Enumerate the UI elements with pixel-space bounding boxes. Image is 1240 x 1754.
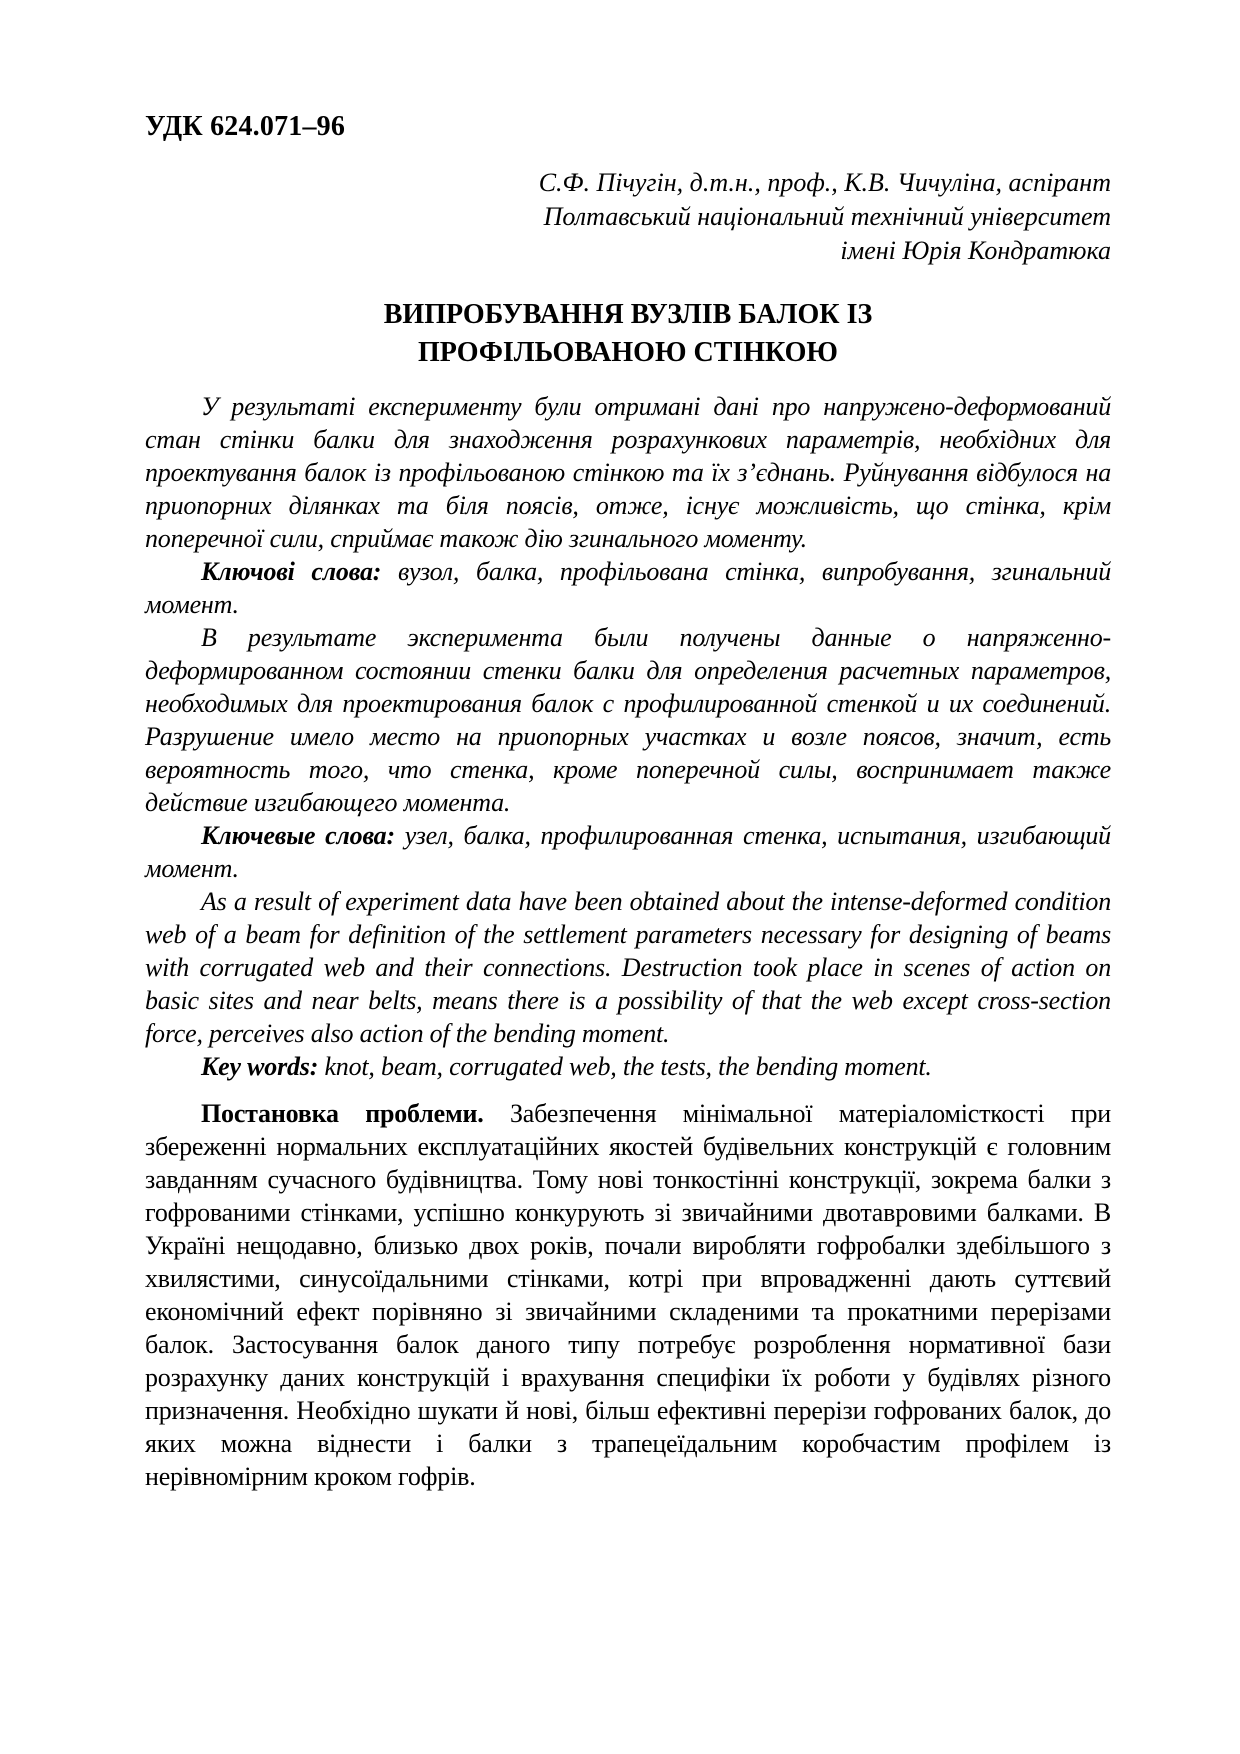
keywords-russian-text: узел, балка, профилированная стенка, испытания, изгибающий момент. (145, 821, 1111, 883)
keywords-english (145, 1050, 1111, 1083)
keywords-russian (145, 819, 1111, 885)
section-problem-statement (145, 1097, 1111, 1493)
section-text: Забезпечення мінімальної матеріаломісткості при збереженні нормальних експлуатаційних якостей будівельних конструкцій є головним завданням сучасного будівництва. Тому нові тонкостінні конструкції, зокрема балки з гофрованими стінками, успішно конкурують зі звичайними двотавровими балками. В Україні нещодавно, близько двох років, почали виробляти гофробалки здебільшого з хвилястими, синусоїдальними стінками, котрі при впровадженні дають суттєвий економічний ефект порівняно зі звичайними складеними та прокатними перерізами балок. Застосування балок даного типу потребує розроблення нормативної бази розрахунку даних конструкцій і врахування специфіки їх роботи у будівлях різного призначення. Необхідно шукати й нові, більш ефективні перерізи гофрованих балок, до яких можна віднести і балки з трапецеїдальним коробчастим профілем із нерівномірним кроком гофрів. (145, 1099, 1111, 1491)
byline-affiliation-line1: Полтавський національний технічний університет (543, 202, 1111, 231)
keywords-ukrainian-text: вузол, балка, профільована стінка, випробування, згинальний момент. (145, 557, 1111, 619)
abstract-ukrainian: У результаті експерименту були отримані дані про напружено-деформований стан стінки балки для знаходження розрахункових параметрів, необхідних для проектування балок із профільованою стінкою та їх з’єднань. Руйнування відбулося на приопорних ділянках та біля поясів, отже, існує можливість, що стінка, крім поперечної сили, сприймає також дію згинального моменту. (145, 392, 1111, 553)
keywords-english-text: knot, beam, corrugated web, the tests, the bending moment. (318, 1052, 932, 1081)
page-content (145, 110, 1111, 1493)
byline-authors: С.Ф. Пічугін, д.т.н., проф., К.В. Чичуліна, аспірант (538, 168, 1111, 197)
article-title-line1: ВИПРОБУВАННЯ ВУЗЛІВ БАЛОК ІЗ (383, 299, 873, 330)
keywords-russian-label: Ключевые слова: (201, 821, 395, 850)
abstract-english: As a result of experiment data have been obtained about the intense-deformed condition web of a beam for definition of the settlement parameters necessary for designing of beams with corrugated web and their connections. Destruction took place in scenes of action on basic sites and near belts, means there is a possibility of that the web except cross-section force, perceives also action of the bending moment. (145, 887, 1111, 1048)
udc-code: УДК 624.071–96 (145, 111, 346, 142)
byline-block (145, 166, 1111, 268)
byline-affiliation-line2: імені Юрія Кондратюка (840, 236, 1111, 265)
keywords-ukrainian-label: Ключові слова: (201, 557, 382, 586)
keywords-english-label: Key words: (201, 1052, 319, 1081)
article-title-line2: ПРОФІЛЬОВАНОЮ СТІНКОЮ (418, 337, 838, 368)
article-title (145, 296, 1111, 372)
section-heading: Постановка проблеми. (201, 1099, 484, 1128)
keywords-ukrainian (145, 555, 1111, 621)
abstract-russian: В результате эксперимента были получены данные о напряженно-деформированном состоянии стенки балки для определения расчетных параметров, необходимых для проектирования балок с профилированной стенкой и их соединений. Разрушение имело место на приопорных участках и возле поясов, значит, есть вероятность того, что стенка, кроме поперечной силы, воспринимает также действие изгибающего момента. (145, 623, 1111, 817)
